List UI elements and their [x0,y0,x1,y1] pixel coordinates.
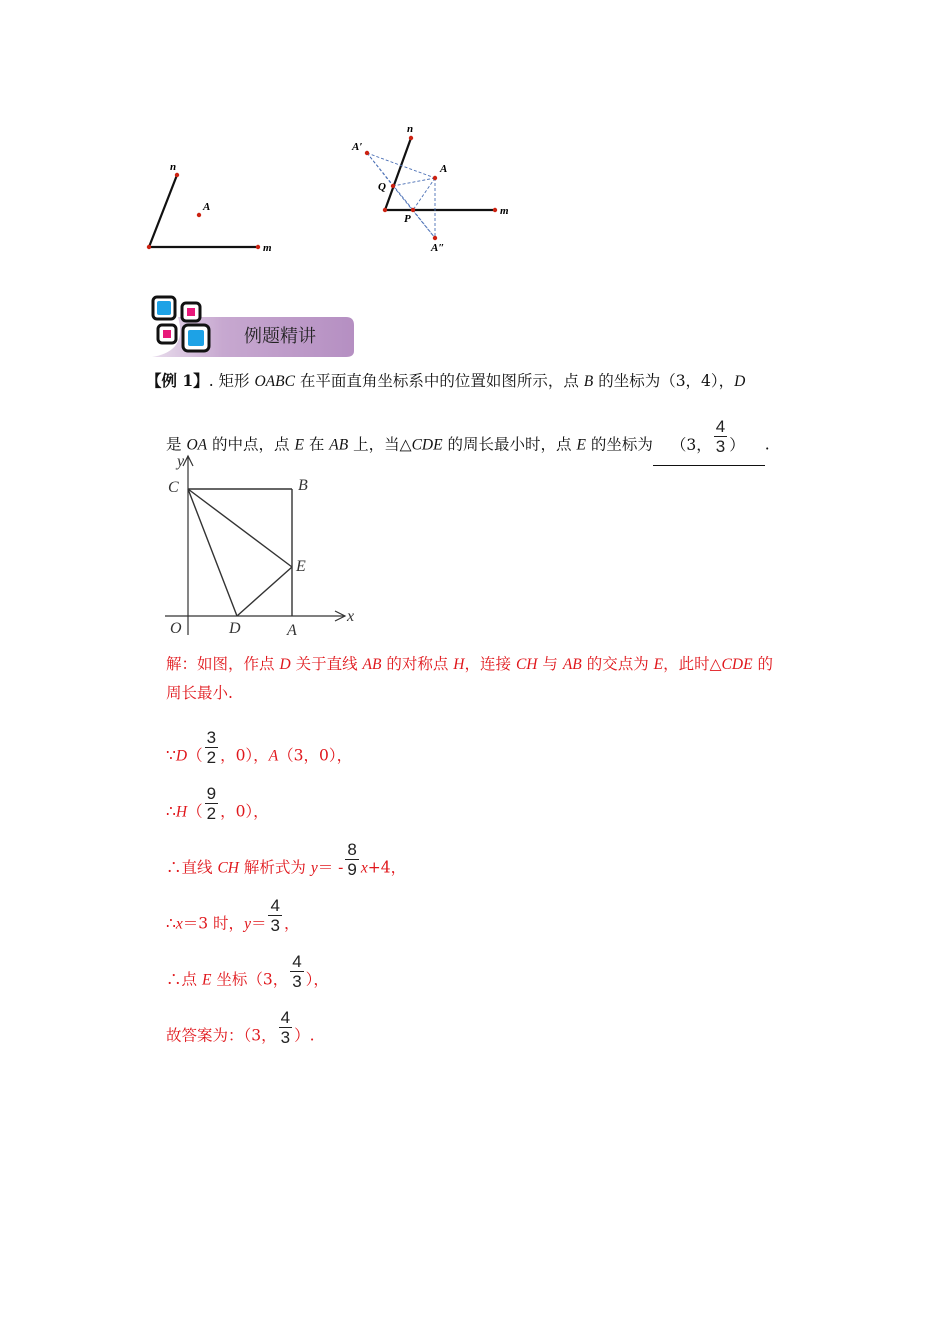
solution-line-2: 周长最小. [166,684,233,702]
label-o: O [170,620,182,637]
label-n: n [407,123,414,135]
solution-line-1: 解：如图，作点 D 关于直线 AB 的对称点 H，连接 CH 与 AB 的交点为 E，此时△CDE 的 [166,655,773,673]
label-c: C [168,479,179,496]
label-n: n [170,161,177,173]
point-n [175,173,179,177]
label-d: D [229,620,241,637]
coordinate-graph [160,450,360,640]
label-a-prime: A′ [352,141,363,153]
vertex-point [147,245,151,249]
label-a: A [203,201,211,213]
label-e: E [296,558,306,575]
solution-step-4: ∴x＝3 时，y＝ $\frac{4}{3}$ ， [166,896,300,935]
banner-title: 例题精讲 [244,326,316,347]
label-p: P [404,213,411,225]
figure-angle-point [140,155,280,260]
solution-step-3: ∴直线 CH 解析式为 y＝ - $\frac{8}{9}$ x+4， [166,840,407,879]
example-line-1: 【例 1】. 矩形 OABC 在平面直角坐标系中的位置如图所示，点 B 的坐标为（3，4），D [146,371,746,390]
solution-step-2: ∴H（ $\frac{9}{2}$ ，0）， [166,784,269,823]
solution-step-1: ∵D（ $\frac{3}{2}$ ，0），A（3，0）， [166,728,353,767]
ray-n [149,175,177,247]
label-a-double-prime: A″ [431,242,445,254]
example-tag: 【例 1】 [146,371,209,390]
label-y: y [177,453,185,470]
label-a: A [440,163,448,175]
solution-final-answer: 故答案为：（3， $\frac{4}{3}$ ）. [166,1008,315,1047]
example-line-2: 是 OA 的中点，点 E 在 AB 上，当△CDE 的周长最小时，点 E 的坐标为 （3， $\frac{4}{3}$ ） . [166,426,770,466]
label-m: m [263,242,272,254]
label-m: m [500,205,509,217]
point-a [197,213,201,217]
ray-n [385,138,411,210]
answer-blank: （3， $\frac{4}{3}$ ） [653,426,765,466]
section-banner [148,293,356,363]
label-b: B [298,477,308,494]
label-q: Q [378,181,386,193]
figure-reflection [345,120,525,260]
dashed-construction-lines [367,153,435,238]
solution-step-5: ∴点 E 坐标（3， $\frac{4}{3}$ ）， [166,952,329,991]
point-m [256,245,260,249]
label-a: A [287,622,297,639]
label-x: x [347,608,355,625]
